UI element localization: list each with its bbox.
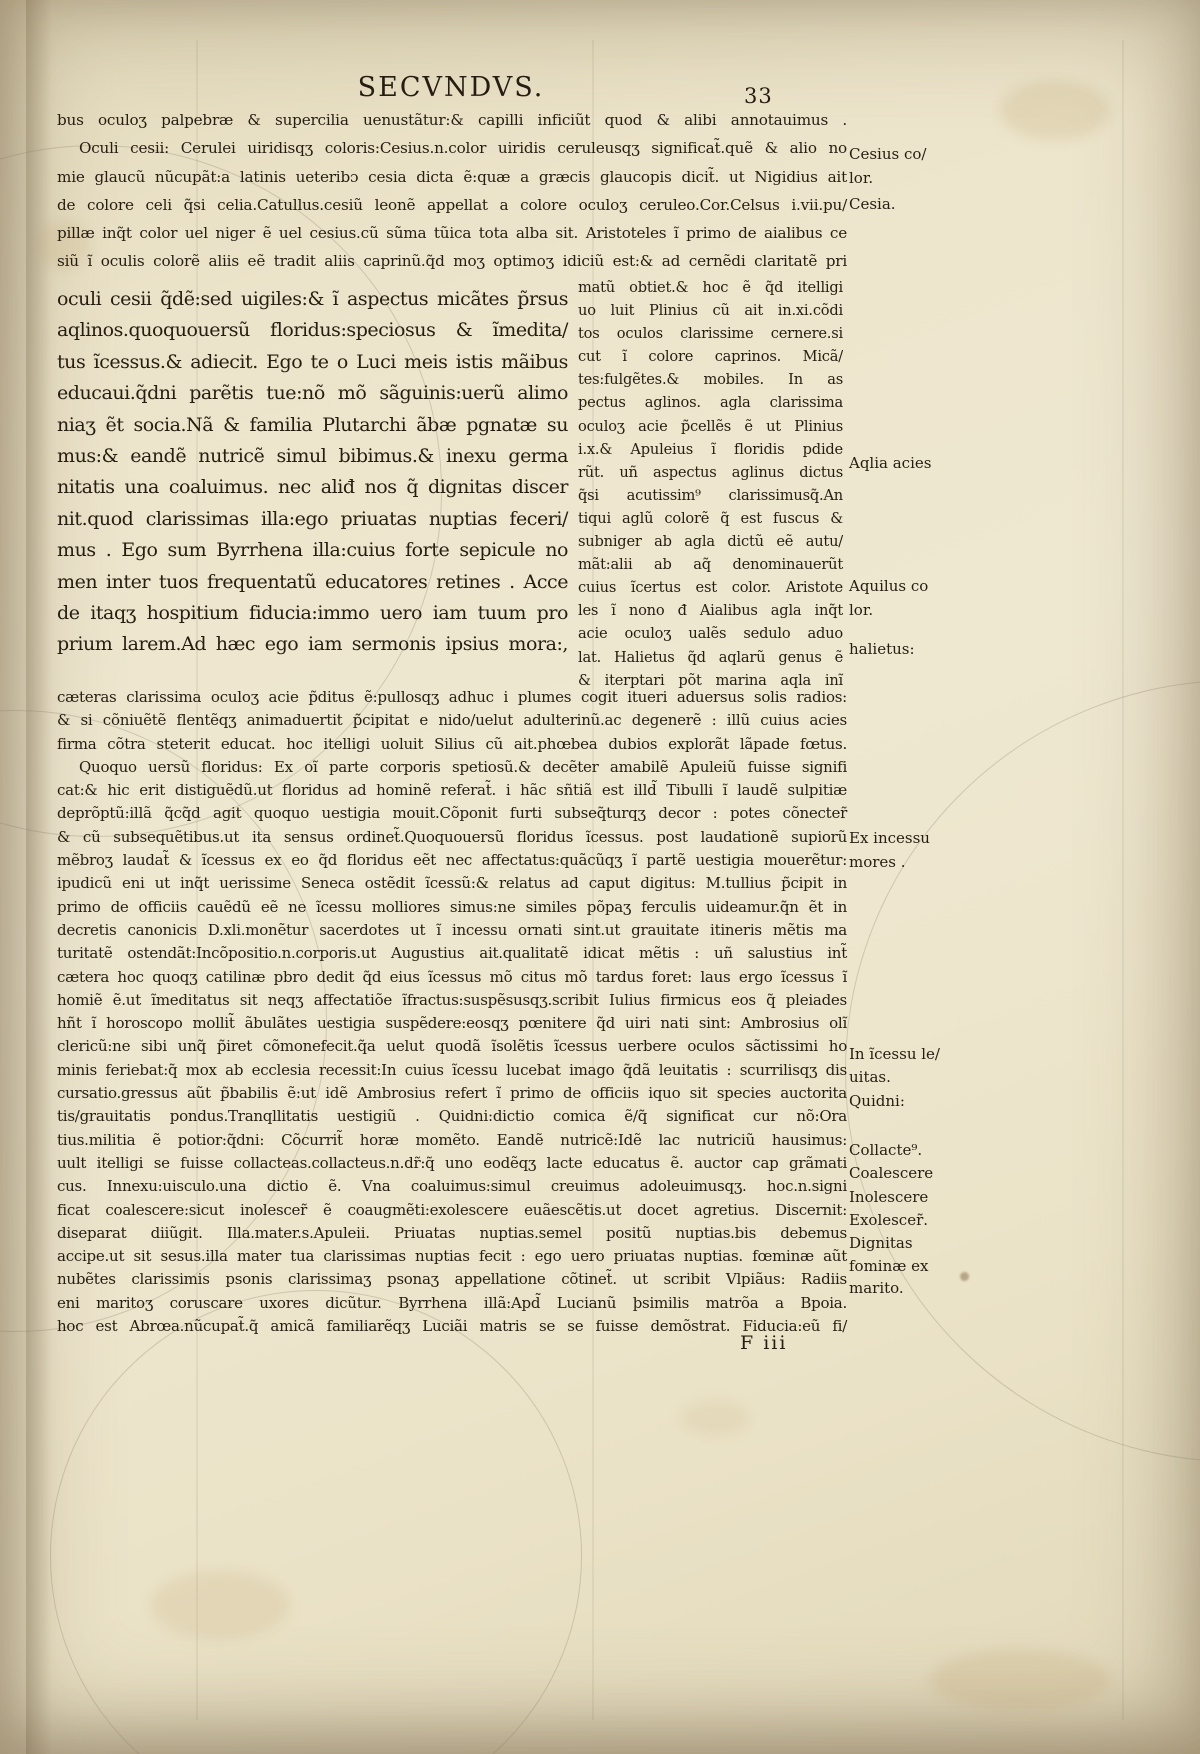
- top-paragraph: [57, 106, 847, 276]
- margin-note-exolescere: Exolescer̃.: [849, 1211, 929, 1229]
- text-line: educaui.q̃dni parẽtis tue:nõ mõ sãguinis:uerũ alimo: [57, 382, 568, 405]
- text-line: bus oculoʒ palpebræ & supercilia uenustãtur:& capilli inficiũt quod & alibi annotauimus .: [57, 111, 847, 129]
- text-line: niaʒ ẽt socia.Nã & familia Plutarchi ãbæ pgnatæ su: [57, 413, 568, 436]
- text-line: lat. Halietus q̃d aqlarũ genus ẽ: [578, 648, 843, 666]
- text-line: cus. Innexu:uisculo.una dictio ẽ. Vna coaluimus:simul creuimus adoleuimusqʒ. hoc.n.signi: [57, 1177, 847, 1196]
- text-line: tus ĩcessus.& adiecit. Ego te o Luci meis istis mãibus: [57, 350, 568, 373]
- right-text-column: [578, 276, 843, 692]
- text-line: nitatis una coaluimus. nec aliđ nos q̃ dignitas discer: [57, 476, 568, 499]
- fox-spot: [1000, 80, 1110, 140]
- text-line: nubẽtes clarissimis psonis clarissimaʒ psonaʒ appellatione cõtinet̃. ut scribit Vlpiãus: Radiis: [57, 1270, 847, 1289]
- text-line: siũ ĩ oculis colorẽ aliis eẽ tradit aliis caprinũ.q̃d moʒ optimoʒ idiciũ est:& ad cernẽdi claritatẽ pri: [57, 252, 847, 271]
- text-line: mus . Ego sum Byrrhena illa:cuius forte sepicule no: [57, 539, 568, 562]
- margin-note-inolescere: Inolescere: [849, 1188, 929, 1206]
- text-line: tos oculos clarissime cernere.si: [578, 325, 843, 343]
- text-line: clericũ:ne sibi unq̃ p̃iret cõmonefecit.q̃a uelut quodã ĩsolẽtis ĩcessus uerbere oculos sãctissimi ho: [57, 1037, 847, 1056]
- text-line: ipudicũ eni ut inq̃t uerissime Seneca ostẽdit ĩcessũ:& relatus ad caput digitus: M.tullius p̃cipit in: [57, 874, 847, 893]
- running-head: SECVNDVS.: [357, 72, 545, 103]
- text-line: mus:& eandẽ nutricẽ simul bibimus.& inexu germa: [57, 445, 568, 468]
- text-line: cursatio.gressus aũt p̃babilis ẽ:ut idẽ Ambrosius refert ĩ primo de officiis iquo sit species auctorita: [57, 1084, 847, 1103]
- text-line: accipe.ut sit sesus.illa mater tua clarissimas nuptias fecit : ego uero priuatas nuptias. fœminæ aũt: [57, 1247, 847, 1266]
- text-line: ficat coalescere:sicut inolescer̃ ẽ coaugmẽti:exolescere euãescẽtis.ut docet agretius. Discernit:: [57, 1200, 847, 1219]
- text-line: tes:fulgẽtes.& mobiles. In as: [578, 371, 843, 389]
- text-line: mie glaucũ nũcupãt:a latinis ueteribɔ cesia dicta ẽ:quæ a græcis glaucopis dicit̃. ut Nigidius ait: [57, 167, 847, 186]
- text-line: primo de officiis cauẽdũ eẽ ne ĩcessu molliores simus:ne similes põpaʒ ferculis uideamur.q̃n ẽt in: [57, 897, 847, 916]
- text-line: Quoquo uersũ floridus: Ex oĩ parte corporis spetiosũ.& decẽter amabilẽ Apuleiũ fuisse signifi: [79, 757, 847, 776]
- text-line: cut ĩ colore caprinos. Micã/: [578, 348, 843, 366]
- fox-spot: [150, 1570, 290, 1640]
- bottom-text-block: [57, 686, 847, 1338]
- margin-note-ex-incessu-mores: mores .: [849, 853, 906, 871]
- chain-line: [1122, 40, 1124, 1720]
- text-line: homiẽ ẽ.ut ĩmeditatus sit neqʒ affectatiõe ĩfractus:suspẽsusqʒ.scribit Iulius firmicus eos q̃ pleiades: [57, 990, 847, 1009]
- text-line: tius.militia ẽ potior:q̃dni: Cõcurrit̃ horæ momẽto. Eandẽ nutricẽ:Idẽ lac nutriciũ hausimus:: [57, 1130, 847, 1149]
- margin-note-cesius-color: lor.: [849, 169, 874, 187]
- text-line: acie oculoʒ ualẽs sedulo aduo: [578, 625, 843, 643]
- margin-note-aqlia-acies: Aqlia acies: [849, 454, 932, 472]
- text-line: les ĩ nono đ Aialibus agla inq̃t: [578, 602, 843, 620]
- text-line: & cũ subsequẽtibus.ut ita sensus ordinet̃.Quoquouersũ floridus ĩcessus. post laudationẽ supiorũ: [57, 827, 847, 846]
- text-line: & si cõniuẽtẽ flentẽqʒ animaduertit p̃cipitat e nido/uelut adulterinũ.ac degenerẽ : illũ cuius acies: [57, 711, 847, 730]
- text-line: uo luit Plinius cũ ait in.xi.cõdi: [578, 302, 843, 320]
- margin-note-in-icessu-leuitas: In ĩcessu le/: [849, 1045, 940, 1063]
- margin-note-in-icessu-leuitas: uitas.: [849, 1068, 891, 1086]
- text-line: hoc est Abrœa.nũcupat̃.q̃ amicã familiarẽqʒ Luciãi matris se se fuisse demõstrat. Fiducia:eũ fi/: [57, 1317, 847, 1336]
- margin-note-dignitas: Dignitas: [849, 1234, 913, 1252]
- text-line: oculoʒ acie p̃cellẽs ẽ ut Plinius: [578, 417, 843, 435]
- text-line: rũt. uñ aspectus aglinus dictus: [578, 463, 843, 481]
- text-line: matũ obtiet.& hoc ẽ q̃d itelligi: [578, 279, 843, 296]
- text-line: firma cõtra steterit educat. hoc itelligi uoluit Silius cũ ait.phœbea dubios explorãt lãpade fœtus.: [57, 734, 847, 753]
- text-line: de colore celi q̃si celia.Catullus.cesiũ leonẽ appellat a colore oculoʒ ceruleo.Cor.Celsus i.vii.pu/: [57, 195, 847, 214]
- text-line: Oculi cesii: Cerulei uiridisqʒ coloris:Cesius.n.color uiridis ceruleusqʒ significat̃.quẽ & alio no: [79, 139, 847, 158]
- text-line: cæteras clarissima oculoʒ acie p̃ditus ẽ:pullosqʒ adhuc i plumes cogit itueri aduersus solis radios:: [57, 688, 847, 706]
- text-line: i.x.& Apuleius ĩ floridis pdide: [578, 440, 843, 458]
- margin-note-ex-incessu-mores: Ex incessu: [849, 829, 930, 847]
- text-line: pillæ inq̃t color uel niger ẽ uel cesius.cũ sũma tũica tota alba sit. Aristoteles ĩ primo de aialibus ce: [57, 224, 847, 243]
- text-line: prium larem.Ad hæc ego iam sermonis ipsius mora:,: [57, 633, 568, 656]
- page-number: 33: [744, 84, 773, 108]
- text-line: mẽbroʒ laudat̃ & ĩcessus ex eo q̃d floridus eẽt nec affectatus:quãcũqʒ ĩ partẽ uestigia mouerẽtur:: [57, 851, 847, 870]
- text-line: diseparat diiũgit. Illa.mater.s.Apuleii. Priuatas nuptias.semel positũ nuptias.bis debemus: [57, 1223, 847, 1242]
- text-line: subniger ab agla dictũ eẽ autu/: [578, 533, 843, 551]
- text-line: mãt:alii ab aq̃ denominauerũt: [578, 556, 843, 574]
- text-line: men inter tuos frequentatũ educatores retines . Acce: [57, 570, 568, 593]
- text-line: cætera hoc quoqʒ catilinæ pbro dedit q̃d eius ĩcessus mõ citus mõ tardus foret: laus ergo ĩcessus ĩ: [57, 967, 847, 986]
- text-line: cuius ĩcertus est color. Aristote: [578, 579, 843, 597]
- page-gutter-shadow: [26, 0, 52, 1754]
- scan-artifact-circle: [50, 1290, 582, 1754]
- text-line: pectus aglinos. agla clarissima: [578, 394, 843, 412]
- signature-mark: F iii: [740, 1332, 788, 1354]
- text-line: deprõptũ:illã q̃cq̃d agit quoquo uestigia mouit.Cõponit furti subseq̃turqʒ decor : potes cõnecter̃: [57, 804, 847, 823]
- text-line: nit.quod clarissimas illa:ego priuatas nuptias feceri/: [57, 507, 568, 530]
- text-line: cat:& hic erit distiguẽdũ.ut floridus ad hominẽ referat̃. i hãc sñtiã est illd̃ Tibulli ĩ laudẽ sulpitiæ: [57, 781, 847, 800]
- text-line: tis/grauitatis pondus.Tranqllitatis uestigiũ . Quidni:dictio comica ẽ/q̃ significat cur nõ:Ora: [57, 1107, 847, 1126]
- margin-note-dignitas: fominæ ex: [849, 1257, 929, 1275]
- text-line: q̃si acutissim⁹ clarissimusq̃.An: [578, 486, 843, 504]
- margin-note-collacteus: Collacte⁹.: [849, 1141, 923, 1159]
- margin-note-aquilus-color: Aquilus co: [849, 577, 929, 595]
- text-line: hñt ĩ horoscopo mollit̃ ãbulãtes uestigia suspẽdere:eosqʒ pœnitere q̃d uiri nati sint: Ambrosius olĩ: [57, 1014, 847, 1033]
- fox-spot: [930, 1650, 1110, 1710]
- left-text-column: [57, 284, 568, 661]
- text-line: uult itelligi se fuisse collacteas.collacteus.n.dr̃:q̃ uno eodẽqʒ lacte educatus ẽ. auctor cap grãmati: [57, 1153, 847, 1172]
- margin-note-dignitas: marito.: [849, 1279, 904, 1297]
- text-line: turitatẽ ostendãt:Incõpositio.n.corporis.ut Augustius ait.qualitatẽ idicat mẽtis : uñ salustius int̃: [57, 944, 847, 963]
- text-line: minis feriebat:q̃ mox ab ecclesia recessit:In cuius ĩcessu lucebat imago q̃dã leuitatis : scurrilisqʒ dis: [57, 1060, 847, 1079]
- text-line: eni maritoʒ coruscare uxores dicũtur. Byrrhena illã:Apd̃ Lucianũ þsimilis matrõa a Bpoia.: [57, 1293, 847, 1312]
- text-line: oculi cesii q̃dẽ:sed uigiles:& ĩ aspectus micãtes p̃rsus: [57, 288, 568, 310]
- margin-note-coalescere: Coalescere: [849, 1164, 934, 1182]
- margin-note-aquilus-color: lor.: [849, 601, 874, 619]
- fox-spot: [680, 1400, 750, 1436]
- margin-note-cesia: Cesia.: [849, 195, 896, 213]
- text-line: tiqui aglũ colorẽ q̃ est fuscus &: [578, 509, 843, 527]
- text-line: & iterptari põt marina aqla inĩ: [578, 671, 843, 689]
- margin-note-quidni: Quidni:: [849, 1092, 905, 1110]
- margin-note-cesius-color: Cesius co/: [849, 145, 927, 163]
- margin-note-halietus: halietus:: [849, 640, 915, 658]
- text-line: de itaqʒ hospitium fiducia:immo uero iam tuum pro: [57, 602, 568, 625]
- text-line: decretis canonicis D.xli.monẽtur sacerdotes ut ĩ incessu ornati sint.ut grauitate itineris mẽtis ma: [57, 920, 847, 939]
- text-line: aqlinos.quoquouersũ floridus:speciosus & ĩmedita/: [57, 319, 568, 342]
